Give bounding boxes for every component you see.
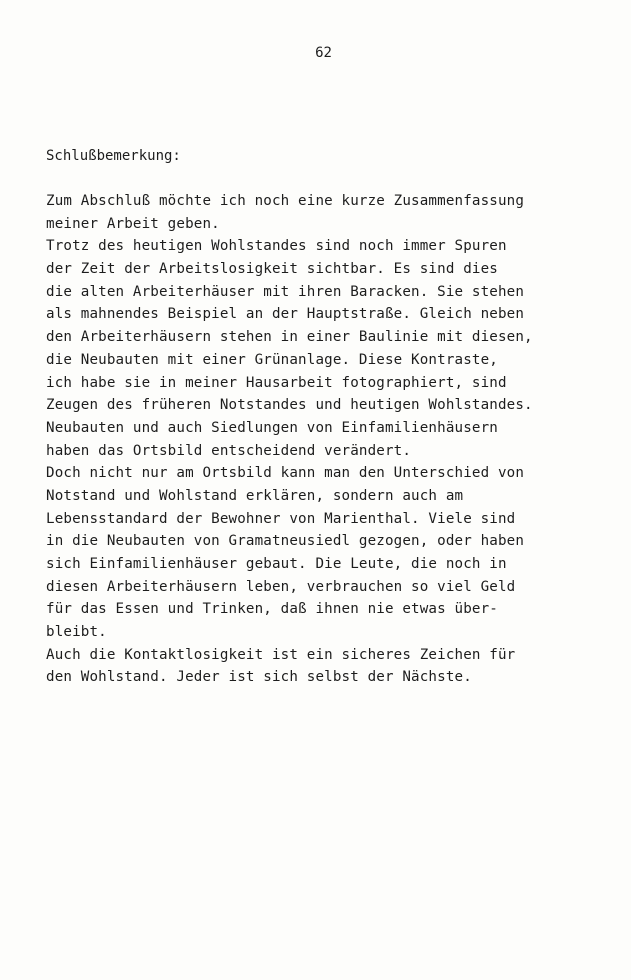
section-heading: Schlußbemerkung: (46, 148, 181, 164)
text-line: Lebensstandard der Bewohner von Marienthal. Viele sind (46, 510, 516, 527)
text-line: die alten Arbeiterhäuser mit ihren Baracken. Sie stehen (46, 283, 525, 300)
text-line: in die Neubauten von Gramatneusiedl gezogen, oder haben (46, 533, 525, 550)
text-line: Zum Abschluß möchte ich noch eine kurze Zusammenfassung (46, 193, 525, 209)
text-line: Doch nicht nur am Ortsbild kann man den Unterschied von (46, 465, 525, 482)
text-line: die Neubauten mit einer Grünanlage. Diese Kontraste, (46, 351, 498, 368)
text-line: meiner Arbeit geben. (46, 215, 220, 232)
text-line: den Arbeiterhäusern stehen in einer Baulinie mit diesen, (46, 329, 533, 346)
text-line: sich Einfamilienhäuser gebaut. Die Leute, die noch in (46, 556, 507, 572)
text-line: diesen Arbeiterhäusern leben, verbrauchen so viel Geld (46, 578, 516, 595)
text-line: Neubauten und auch Siedlungen von Einfamilienhäusern (46, 419, 498, 436)
text-line: den Wohlstand. Jeder ist sich selbst der Nächste. (46, 669, 472, 686)
text-line: Trotz des heutigen Wohlstandes sind noch immer Spuren (46, 238, 507, 255)
text-line: Auch die Kontaktlosigkeit ist ein sicheres Zeichen für (46, 646, 516, 663)
text-line: Zeugen des früheren Notstandes und heutigen Wohlstandes. (46, 397, 533, 414)
text-line: bleibt. (46, 624, 107, 641)
text-line: als mahnendes Beispiel an der Hauptstraße. Gleich neben (46, 306, 525, 323)
text-line: der Zeit der Arbeitslosigkeit sichtbar. Es sind dies (46, 261, 498, 278)
text-line: für das Essen und Trinken, daß ihnen nie etwas über- (46, 601, 498, 618)
body-text (46, 190, 606, 689)
text-line: Notstand und Wohlstand erklären, sondern auch am (46, 487, 464, 504)
text-line: haben das Ortsbild entscheidend verändert. (46, 442, 412, 459)
page-number: 62 (315, 45, 332, 61)
text-line: ich habe sie in meiner Hausarbeit fotographiert, sind (46, 374, 507, 391)
